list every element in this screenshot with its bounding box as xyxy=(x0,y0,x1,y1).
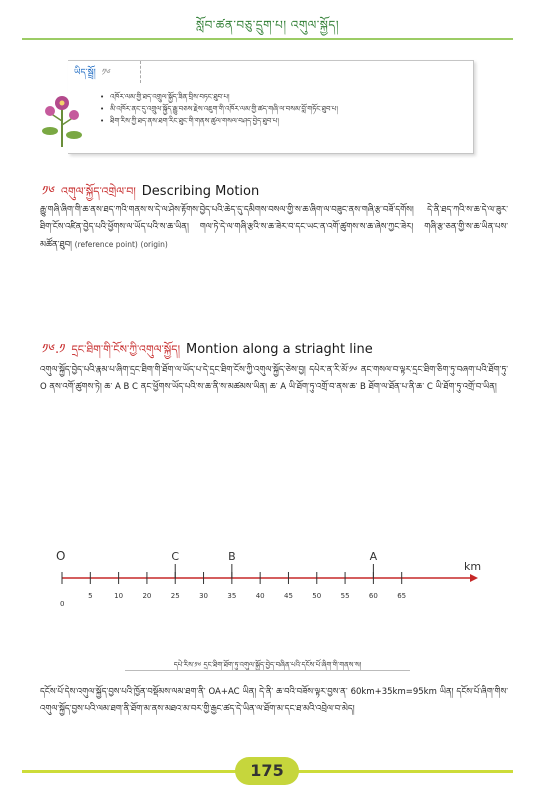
objectives-list xyxy=(100,91,460,127)
objective-item: • མི་འཁོར་ནང་དུ་འགྲུལ་སྐྱོད་རྒྱུ་བཅས་རྗེས་འཇུག་གི་འཁོར་ལམ་གྱི་ཚད་གཞི་ལ་བསམ་བློ་གཏོང་ཐུབ་པ། xyxy=(100,103,460,115)
point-label: C xyxy=(171,550,180,563)
paragraph-straight-line xyxy=(40,362,508,396)
paragraph-text: རྒྱུ་གཞི་ཞིག་གི་ཆ་ནས་ཐད་ཀའི་གནས་ས་དེ་ལ་ཤེས་རྟོགས་བྱེད་པའི་ཆེད་དུ་དམིགས་བསལ་གྱི་ས་ཆ་ཞིག་ལ་བཟུང་ནས་གཞི་རྩ་བཟོ་དགོས། དེ་ནི་ཐད་ཀའི་ས་ཆ་དེ་ལ་ཟུར་ཐིག་ངོས་འཛིན་བྱེད་པའི་ཕྱོགས་ལ་ཡོད་པའི་ས་ཆ་ཡིན། གལ་ཏེ་དེ་ལ་གཞི་རྩའི་ས་ཆ་ཟེར་བ་དང་ཡང་ན་འགོ་ཚུགས་ས་ཆ་ཞེས་ཀྱང་ཟེར། གཞི་རྩ་ཅན་གྱི་ས་ཆ་ཡིན་པས་མཚོན་ཐུབ། xyxy=(40,205,508,250)
tick-label: 35 xyxy=(227,592,237,600)
reference-point-term: (reference point) xyxy=(74,240,138,249)
tick-label: 45 xyxy=(284,592,293,600)
origin-value: 0 xyxy=(60,600,65,608)
header-divider xyxy=(22,38,513,40)
tick-label: 55 xyxy=(340,592,350,600)
caption-divider xyxy=(125,670,410,671)
objectives-tab xyxy=(68,61,141,83)
section-title-english: Montion along a striaght line xyxy=(186,342,373,357)
tick-label: 60 xyxy=(368,592,378,600)
objectives-tab-number: ༡༦ xyxy=(101,68,111,78)
section-title-english: Describing Motion xyxy=(141,184,260,199)
objectives-tab-label: ཡིད་སྦྲོ། xyxy=(74,68,96,78)
tick-label: 30 xyxy=(199,592,208,600)
point-label: A xyxy=(369,550,378,563)
section-number: ༡༦.༡ xyxy=(42,342,66,357)
objective-item: • འཁོར་ལམ་གྱི་ཐད་འགྲུལ་སྐྱོད་ཟིན་བྲིས་བཏང་ཐུབ་པ། xyxy=(100,91,460,103)
tick-label: 50 xyxy=(312,592,322,600)
tick-label: 5 xyxy=(88,592,93,600)
figure-caption: དཔེ་རིས་༡༦ དྲང་ཐིག་ཐོག་ཏུ་འགུལ་སྐྱོད་བྱེད་བཞིན་པའི་དངོས་པོ་ཞིག་གི་གནས་ས། xyxy=(173,661,362,669)
tick-label: 10 xyxy=(114,592,124,600)
objectives-box xyxy=(68,60,474,154)
axis-arrow xyxy=(470,574,478,582)
origin-label: O xyxy=(56,549,66,563)
paragraph-describing-motion xyxy=(40,202,508,254)
paragraph-distance xyxy=(40,684,508,718)
chapter-header: སློབ་ཚན་བཅུ་དྲུག་པ། འགུལ་སྐྱོད། xyxy=(195,18,340,32)
paragraph-text: དངོས་པོ་དེས་འགུལ་སྐྱོད་བྱས་པའི་ཁྱོན་བསྡོམས་ལམ་ཐག་ནི་ OA+AC ཡིན། དེ་ནི་ ཆ་བའི་བཟོས་ལྟར་བྱས་ན་ 60km+35km=95km ཡིན། དངོས་པོ་ཞིག་གིས་འགུལ་སྐྱོད་བྱས་པའི་ལམ་ཐག་ནི་ཐོག་མ་ནས་མཐའ་མ་བར་གྱི་རྒྱང་ཚད་དེ་ཡིན་ལ་ཐོག་མ་དང་ཐ་མའི་འབྲེལ་བ་མེད། xyxy=(40,687,508,714)
objective-item: • ཐིག་རིས་ཀྱི་ཐད་ནས་ཐག་རིང་ཐུང་གི་གནས་ཚུལ་གསལ་བཤད་བྱེད་ཐུབ་པ། xyxy=(100,115,460,127)
paragraph-text: འགུལ་སྐྱོད་བྱེད་པའི་རྣམ་པ་ཞིག་དྲང་ཐིག་གི་ཐོག་ལ་ཡོད་པ་དེ་དྲང་ཐིག་ངོས་ཀྱི་འགུལ་སྐྱོད་ཅེས་བྱ། དཔེར་ན་རི་མོ་༡༦ ནང་གསལ་བ་ལྟར་དྲང་ཐིག་ཅིག་ཏུ་བཞག་པའི་ཐོག་ཏུ་O ནས་འགོ་ཚུགས་ཏེ། ཆ་ A B C ནང་ཕྱོགས་ཡོད་པའི་ས་ཆ་ནི་ས་མཚམས་ཡིན། ཆ་ A ཡི་ཐོག་ཏུ་འགྲོ་བ་ནས་ཆ་ B ཐོག་ལ་ཐོན་པ་ནི་ཆ་ C ཡི་ཐོག་ཏུ་འགྲོ་བ་ཡིན། xyxy=(40,365,508,392)
flower-icon xyxy=(38,91,88,147)
section-title-tibetan: འགུལ་སྐྱོད་འགྲེལ་བ། xyxy=(61,185,136,198)
unit-label: km xyxy=(464,560,482,573)
tick-label: 25 xyxy=(170,592,180,600)
origin-term: (origin) xyxy=(140,240,168,249)
point-label: B xyxy=(228,550,236,563)
tick-label: 20 xyxy=(142,592,152,600)
section-number: ༡༦ xyxy=(42,184,56,199)
number-line xyxy=(50,532,500,642)
page-number: 175 xyxy=(235,757,299,785)
tick-label: 40 xyxy=(255,592,265,600)
tick-label: 65 xyxy=(397,592,407,600)
section-title-tibetan: དྲང་ཐིག་གི་ངོས་ཀྱི་འགུལ་སྐྱོད། xyxy=(71,343,181,356)
number-line-figure xyxy=(50,532,500,642)
